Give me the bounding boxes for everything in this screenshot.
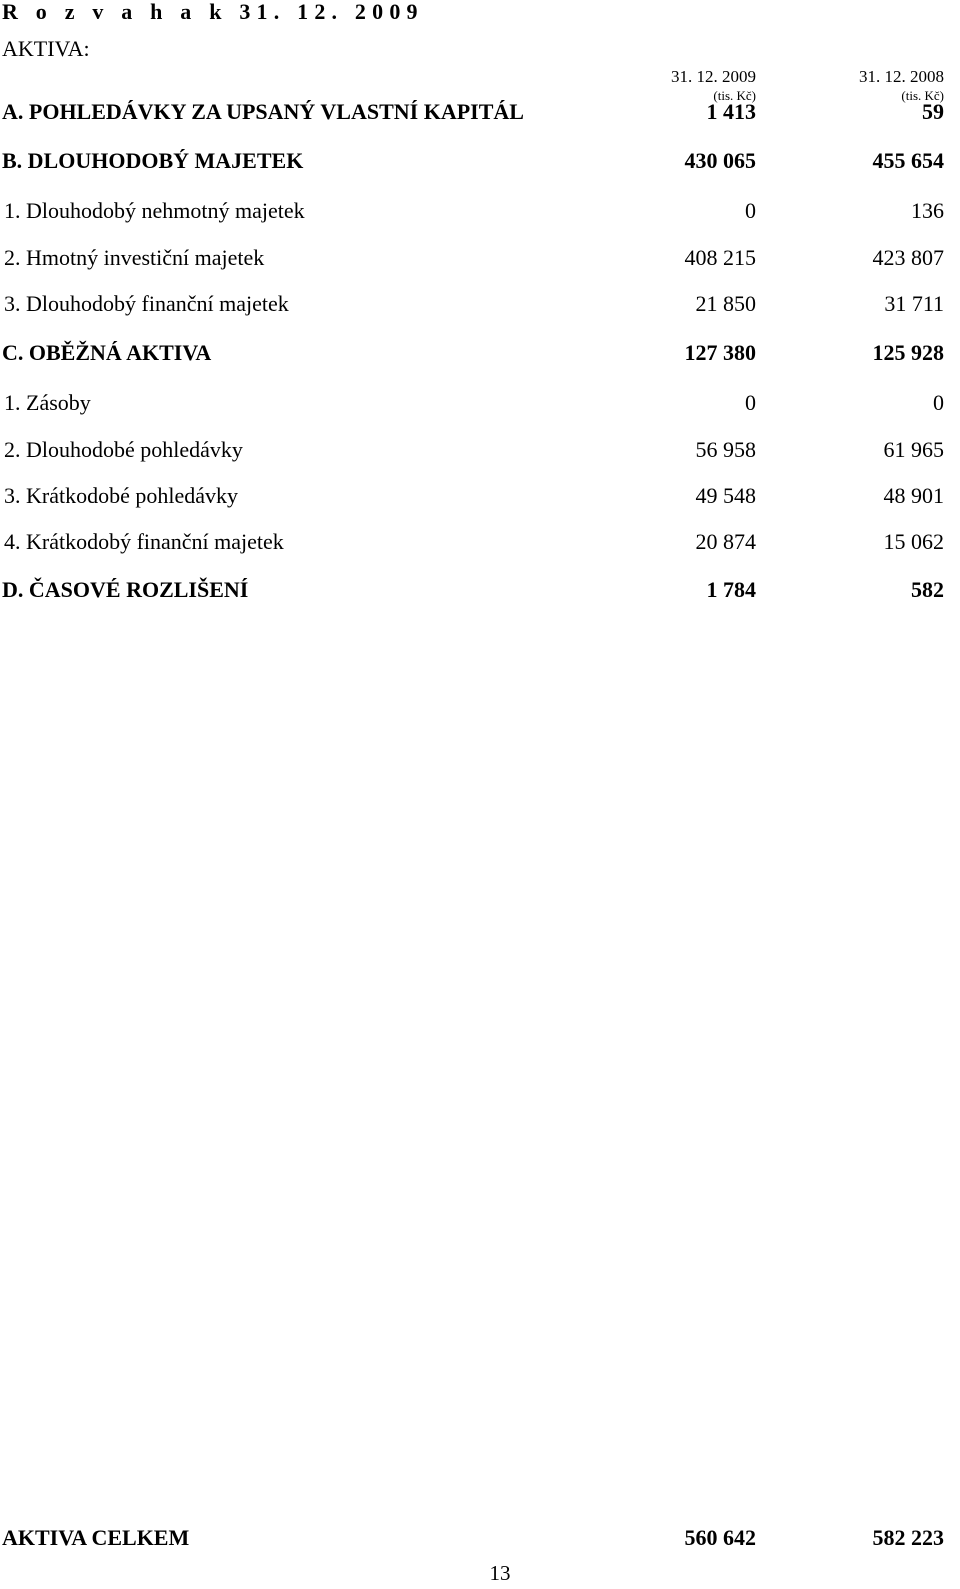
section-label: AKTIVA:	[2, 36, 90, 61]
document-title: R o z v a h a k 31. 12. 2009	[2, 0, 424, 24]
row-label: A. POHLEDÁVKY ZA UPSANÝ VLASTNÍ KAPITÁL	[2, 99, 524, 124]
total-row	[0, 1525, 960, 1553]
table-row	[0, 529, 960, 557]
total-value-2009: 560 642	[684, 1525, 756, 1550]
value-2009: 430 065	[684, 148, 756, 173]
row-label: 3. Krátkodobé pohledávky	[4, 483, 238, 508]
row-label: 1. Dlouhodobý nehmotný majetek	[4, 198, 305, 223]
column-unit: (tis. Kč)	[713, 88, 756, 103]
row-label: 1. Zásoby	[4, 390, 91, 415]
table-row	[0, 99, 960, 127]
total-value-2008: 582 223	[872, 1525, 944, 1550]
row-label: 4. Krátkodobý finanční majetek	[4, 529, 284, 554]
table-row	[0, 340, 960, 368]
row-label: 2. Hmotný investiční majetek	[4, 245, 265, 270]
value-2009: 408 215	[684, 245, 756, 270]
value-2009: 1 784	[706, 577, 756, 602]
column-unit: (tis. Kč)	[901, 88, 944, 103]
value-2009: 1 413	[706, 99, 756, 124]
table-row	[0, 390, 960, 418]
row-label: C. OBĚŽNÁ AKTIVA	[2, 340, 212, 365]
value-2009: 0	[745, 390, 756, 415]
page-number: 13	[489, 1561, 511, 1585]
value-2008: 125 928	[872, 340, 944, 365]
row-label: 3. Dlouhodobý finanční majetek	[4, 291, 289, 316]
value-2009: 49 548	[695, 483, 756, 508]
value-2008: 423 807	[872, 245, 944, 270]
value-2009: 127 380	[684, 340, 756, 365]
table-row	[0, 198, 960, 226]
row-label: D. ČASOVÉ ROZLIŠENÍ	[2, 577, 249, 602]
value-2008: 31 711	[884, 291, 944, 316]
value-2008: 15 062	[883, 529, 944, 554]
table-row	[0, 245, 960, 273]
value-2008: 0	[933, 390, 944, 415]
row-label: B. DLOUHODOBÝ MAJETEK	[2, 148, 304, 173]
row-label: 2. Dlouhodobé pohledávky	[4, 437, 243, 462]
table-row	[0, 148, 960, 176]
value-2008: 48 901	[883, 483, 944, 508]
value-2009: 56 958	[695, 437, 756, 462]
value-2008: 61 965	[883, 437, 944, 462]
value-2008: 455 654	[872, 148, 944, 173]
value-2009: 21 850	[695, 291, 756, 316]
total-label: AKTIVA CELKEM	[2, 1525, 190, 1550]
value-2008: 136	[911, 198, 944, 223]
value-2008: 59	[922, 99, 944, 124]
table-row	[0, 577, 960, 605]
value-2009: 0	[745, 198, 756, 223]
column-date: 31. 12. 2008	[859, 67, 944, 86]
table-row	[0, 291, 960, 319]
column-date: 31. 12. 2009	[671, 67, 756, 86]
value-2008: 582	[911, 577, 944, 602]
table-row	[0, 437, 960, 465]
table-row	[0, 483, 960, 511]
value-2009: 20 874	[695, 529, 756, 554]
